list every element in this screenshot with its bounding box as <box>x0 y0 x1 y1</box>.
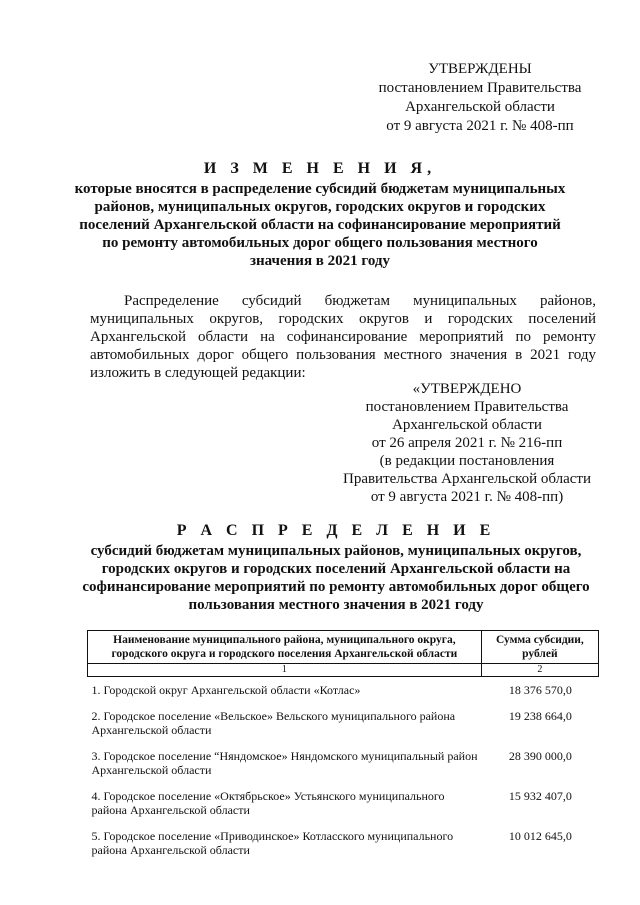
header-municipality: Наименование муниципального района, муниципального округа, городского округа и городского поселения Архангельской области <box>88 631 482 664</box>
paragraph-text: Распределение субсидий бюджетам муниципальных районов, муниципальных округов, городских округов и городских поселений Архангельской области на софинансирование мероприятий по ремонту автомобильных дорог общего пользования местного значения в 2021 году изложить в следующей редакции: <box>90 293 596 381</box>
table-row <box>88 743 599 783</box>
approval-block-2 <box>336 380 598 506</box>
table-row <box>88 703 599 743</box>
row-name: 1. Городской округ Архангельской области «Котлас» <box>91 683 361 697</box>
approval2-line-4: от 26 апреля 2021 г. № 216-пп <box>371 435 563 451</box>
approval-block <box>366 60 594 136</box>
table-index-row <box>88 664 599 677</box>
approval-line-3: от 9 августа 2021 г. № 408-пп <box>386 118 574 134</box>
distribution-heading <box>70 522 602 614</box>
table-row <box>88 823 599 863</box>
row-name: 4. Городское поселение «Октябрьское» Устьянского муниципального района Архангельской области <box>91 789 445 817</box>
distribution-title: Р А С П Р Е Д Е Л Е Н И Е <box>176 522 496 539</box>
approval-line-1: постановлением Правительства <box>378 80 582 96</box>
row-amount: 18 376 570,0 <box>508 683 572 697</box>
approval2-line-3: Архангельской области <box>392 417 542 433</box>
index-col-1: 1 <box>88 664 482 677</box>
row-amount: 19 238 664,0 <box>508 709 572 723</box>
row-amount: 15 932 407,0 <box>508 789 572 803</box>
approval2-line-1: «УТВЕРЖДЕНО <box>412 381 522 397</box>
row-name: 5. Городское поселение «Приводинское» Котласского муниципального района Архангельской области <box>91 829 454 857</box>
row-name: 2. Городское поселение «Вельское» Вельского муниципального района Архангельской области <box>91 709 456 737</box>
row-amount: 10 012 645,0 <box>508 829 572 843</box>
approval-title: УТВЕРЖДЕНЫ <box>428 61 532 77</box>
changes-title: И З М Е Н Е Н И Я, <box>203 160 437 177</box>
approval2-line-2: постановлением Правительства <box>365 399 569 415</box>
table-header-row <box>88 631 599 664</box>
distribution-subtitle: субсидий бюджетам муниципальных районов, муниципальных округов, городских округов и городских поселений Архангельской области на софинансирование мероприятий по ремонту автомобильных дорог общего пользования местного значения в 2021 году <box>82 543 590 613</box>
header-amount: Сумма субсидии, рублей <box>481 631 598 664</box>
approval2-line-7: от 9 августа 2021 г. № 408-пп) <box>370 489 564 505</box>
table-row <box>88 783 599 823</box>
approval2-line-5: (в редакции постановления <box>379 453 555 469</box>
row-name: 3. Городское поселение “Няндомское» Няндомского муниципальный район Архангельской области <box>91 749 478 777</box>
changes-heading <box>70 160 570 270</box>
index-col-2: 2 <box>481 664 598 677</box>
table-row <box>88 677 599 704</box>
distribution-table <box>87 630 599 863</box>
changes-subtitle: которые вносятся в распределение субсидий бюджетам муниципальных районов, муниципальных округов, городских округов и городских поселений Архангельской области на софинансирование мероприятий по ремонту автомобильных дорог общего пользования местного значения в 2021 году <box>74 181 566 269</box>
approval-line-2: Архангельской области <box>405 99 555 115</box>
body-paragraph <box>90 292 596 382</box>
approval2-line-6: Правительства Архангельской области <box>342 471 591 487</box>
row-amount: 28 390 000,0 <box>508 749 572 763</box>
